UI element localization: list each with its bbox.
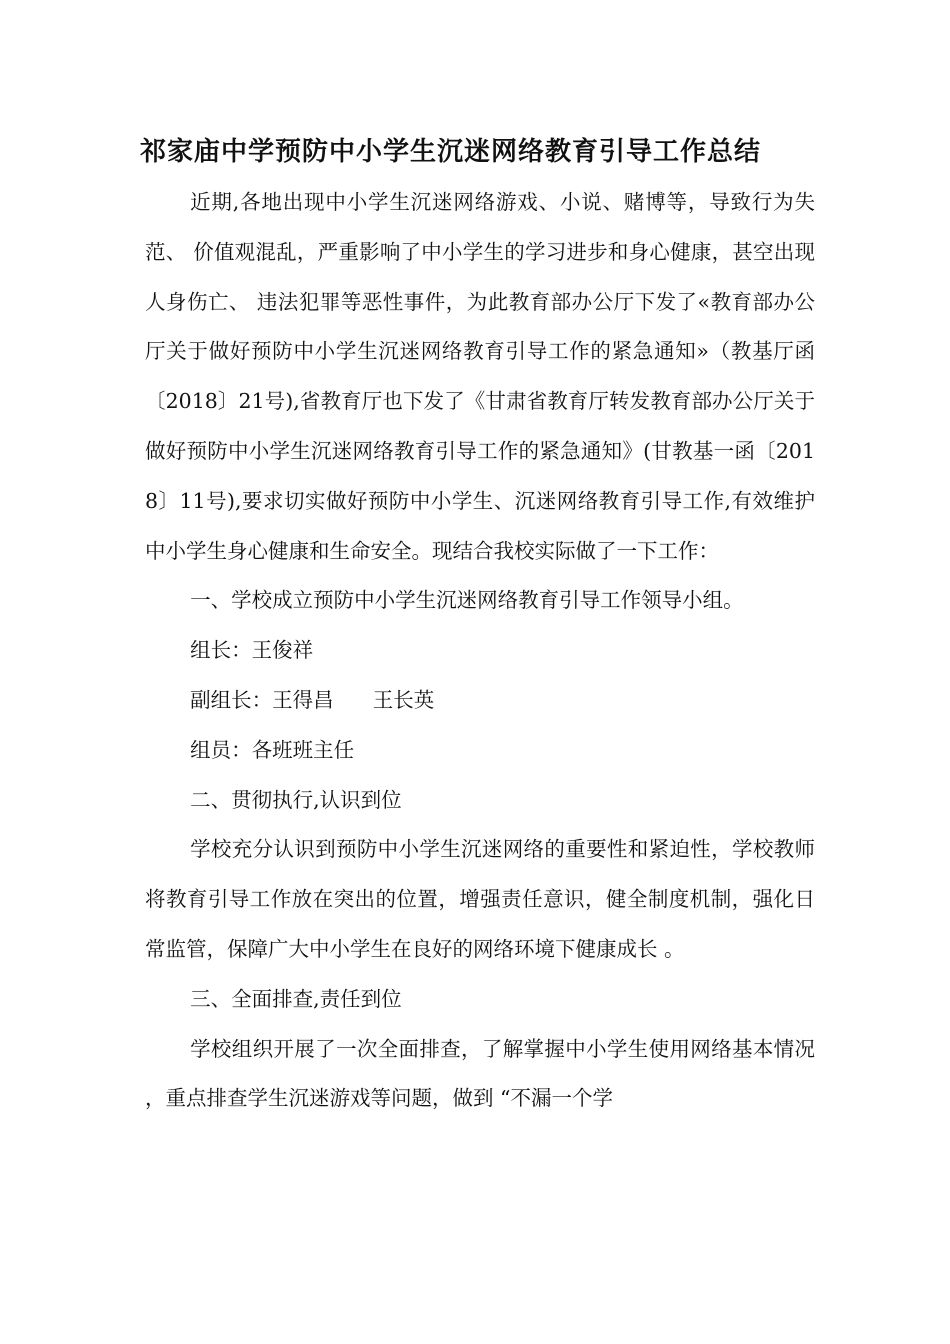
team-members-line: 组员：各班班主任 — [190, 737, 355, 762]
deputy-leader-line: 副组长：王得昌 王长英 — [190, 687, 435, 712]
team-leader-line: 组长：王俊祥 — [190, 638, 314, 663]
document-title: 祁家庙中学预防中小学生沉迷网络教育引导工作总结 — [140, 137, 762, 167]
inspection-paragraph: 学校组织开展了一次全面排查，了解掌握中小学生使用网络基本情况 ，重点排查学生沉迷游戏等问题，做到 “不漏一个学 — [145, 1036, 815, 1111]
section-heading-implementation: 二、贯彻执行,认识到位 — [190, 787, 402, 812]
implementation-paragraph: 学校充分认识到预防中小学生沉迷网络的重要性和紧迫性，学校教师将教育引导工作放在突出的位置，增强责任意识，健全制度机制，强化日常监管，保障广大中小学生在良好的网络环境下健康成长 。 — [145, 837, 815, 961]
document-body — [145, 178, 815, 1124]
section-heading-inspection: 三、全面排查,责任到位 — [190, 986, 402, 1011]
intro-paragraph: 近期,各地出现中小学生沉迷网络游戏、小说、赌博等，导致行为失范、 价值观混乱，严重影响了中小学生的学习进步和身心健康，甚空出现人身伤亡、 违法犯罪等恶性事件，为此教育部办公厅下发了«教育部办公厅关于做好预防中小学生沉迷网络教育引导工作的紧急通知»（教基厅函〔2018〕21号),省教育厅也下发了《甘肃省教育厅转发教育部办公厅关于做好预防中小学生沉迷网络教育引导工作的紧急通知》(甘教基一函〔2018〕11号),要求切实做好预防中小学生、沉迷网络教育引导工作,有效维护中小学生身心健康和生命安全。现结合我校实际做了一下工作： — [145, 190, 815, 563]
section-heading-leadership: 一、学校成立预防中小学生沉迷网络教育引导工作领导小组。 — [190, 588, 744, 613]
